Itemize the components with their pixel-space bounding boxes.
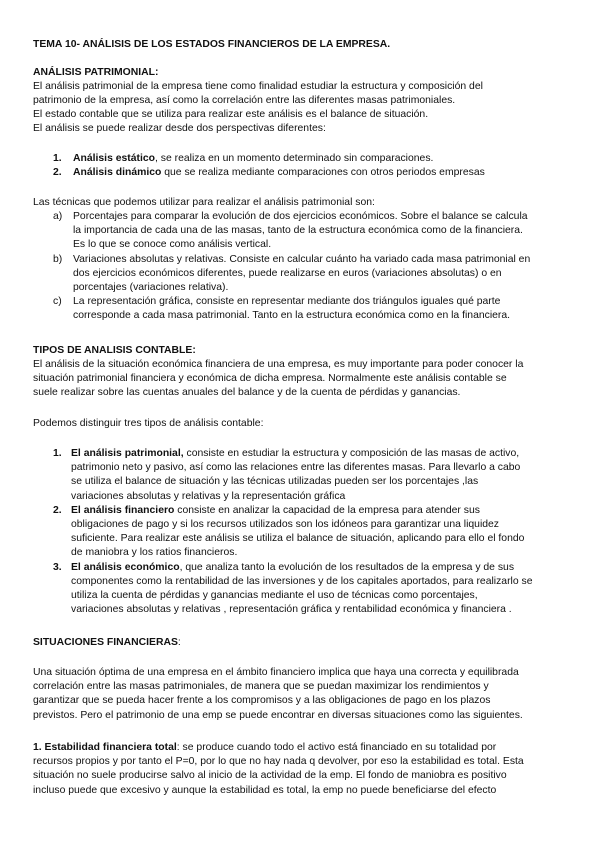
paragraph: El análisis se puede realizar desde dos perspectivas diferentes: <box>33 123 326 134</box>
list-marker: b) <box>53 253 63 265</box>
paragraph: El estado contable que se utiliza para realizar este análisis es el balance de situación. <box>33 109 429 120</box>
list-marker: 1. <box>53 153 62 164</box>
list-item-text: que se realiza mediante comparaciones con otros periodos empresas <box>161 167 485 179</box>
perspectives-list <box>33 152 533 180</box>
list-item-text: , se realiza en un momento determinado sin comparaciones. <box>155 153 434 164</box>
analysis-types-list <box>33 447 533 617</box>
list-item-text: consiste en analizar la capacidad de la empresa para atender sus obligaciones de pago y si los recursos utilizados son los idóneos para garantizar una liquidez suficiente. Para realizar este análisis se utiliza el balance de situación, aplicando para ello el fondo de maniobra y los ratios financieros. <box>71 504 525 559</box>
techniques-list <box>33 210 533 324</box>
list-item <box>33 447 533 504</box>
list-item <box>33 561 533 618</box>
list-item <box>33 295 533 323</box>
section-heading-analisis-patrimonial: ANÁLISIS PATRIMONIAL: <box>33 67 159 78</box>
paragraph: El análisis de la situación económica financiera de una empresa, es muy importante para poder conocer la situación patrimonial financiera y económica de dicha empresa. Normalmente este análisis contable se suele realizar sobre las cuentas anuales del balance y de la cuenta de pérdidas y ganancias. <box>33 359 524 399</box>
list-item-text: consiste en estudiar la estructura y composición de las masas de activo, patrimonio neto y pasivo, así como las relaciones entre las diferentes masas. Para llevarlo a cabo se utiliza el balance de situación y las técnicas utilizadas pueden ser los porcentajes ,las variaciones absolutas y relativas y la representación gráfica <box>71 448 521 502</box>
list-marker: 2. <box>53 504 62 516</box>
paragraph-bold: 1. Estabilidad financiera total <box>33 742 177 753</box>
list-marker: 1. <box>53 448 62 459</box>
paragraph: Las técnicas que podemos utilizar para realizar el análisis patrimonial son: <box>33 197 375 208</box>
paragraph: Una situación óptima de una empresa en el ámbito financiero implica que haya una correcta y equilibrada correlación entre las masas patrimoniales, de manera que se puedan maximizar los rendimientos y garantizar que se pueda hacer frente a los compromisos y a las obligaciones de pago en los plazos previstos. Pero el patrimonio de una emp se puede encontrar en diversas situaciones como las siguientes. <box>33 667 523 721</box>
list-item <box>33 166 533 180</box>
list-item-text: La representación gráfica, consiste en representar mediante dos triángulos iguales qué parte corresponde a cada masa patrimonial. Tanto en la estructura económica como en la financiera. <box>73 296 511 322</box>
paragraph <box>33 741 533 798</box>
paragraph: Podemos distinguir tres tipos de análisis contable: <box>33 418 264 429</box>
list-item <box>33 253 533 296</box>
list-item-text: Variaciones absolutas y relativas. Consiste en calcular cuánto ha variado cada masa patrimonial en dos ejercicios económicos diferentes, puede realizarse en euros (variaciones absolutas) o en porcentajes (variaciones relativa). <box>73 253 531 294</box>
list-item-bold: El análisis patrimonial, <box>71 448 184 459</box>
list-marker: 3. <box>53 561 62 573</box>
paragraph-text: : se produce cuando todo el activo está financiado en su totalidad por recursos propios y por tanto el P=0, por lo que no hay nada q devolver, por eso la estabilidad es total. Esta situación no suele producirse salvo al inicio de la actividad de la emp. El fondo de maniobra es positivo incluso puede que excesivo y aunque la estabilidad es total, la emp no puede beneficiarse del efecto <box>33 742 524 796</box>
list-marker: 2. <box>53 167 62 179</box>
list-item <box>33 152 533 166</box>
list-item <box>33 504 533 561</box>
list-marker: a) <box>53 211 63 222</box>
section-heading-tipos-analisis: TIPOS DE ANALISIS CONTABLE: <box>33 345 196 356</box>
list-item-text: Porcentajes para comparar la evolución de dos ejercicios económicos. Sobre el balance se calcula la importancia de cada una de las masas, tanto de la estructura económica como de la financiera. Es lo que se conoce como análisis vertical. <box>73 211 528 251</box>
paragraph: El análisis patrimonial de la empresa tiene como finalidad estudiar la estructura y composición del patrimonio de la empresa, así como la correlación entre las diferentes masas patrimoniales. <box>33 81 483 107</box>
list-item <box>33 210 533 253</box>
document-title: TEMA 10- ANÁLISIS DE LOS ESTADOS FINANCIEROS DE LA EMPRESA. <box>33 39 391 50</box>
list-item-bold: El análisis económico <box>71 561 180 573</box>
list-item-bold: Análisis estático <box>73 153 156 164</box>
list-item-bold: El análisis financiero <box>71 504 175 516</box>
list-item-text: , que analiza tanto la evolución de los resultados de la empresa y de sus componentes como la rentabilidad de las inversiones y de los capitales aportados, para realizarlo se utiliza la cuenta de pérdidas y ganancias mediante el uso de técnicas como porcentajes, variaciones absolutas y relativas , representación gráfica y rentabilidad económica y financiera . <box>71 561 533 616</box>
section-heading-situaciones-financieras <box>33 636 533 650</box>
heading-colon: : <box>177 637 181 648</box>
list-marker: c) <box>53 296 62 308</box>
list-item-bold: Análisis dinámico <box>73 167 162 179</box>
heading-text: SITUACIONES FINANCIERAS <box>33 637 178 648</box>
